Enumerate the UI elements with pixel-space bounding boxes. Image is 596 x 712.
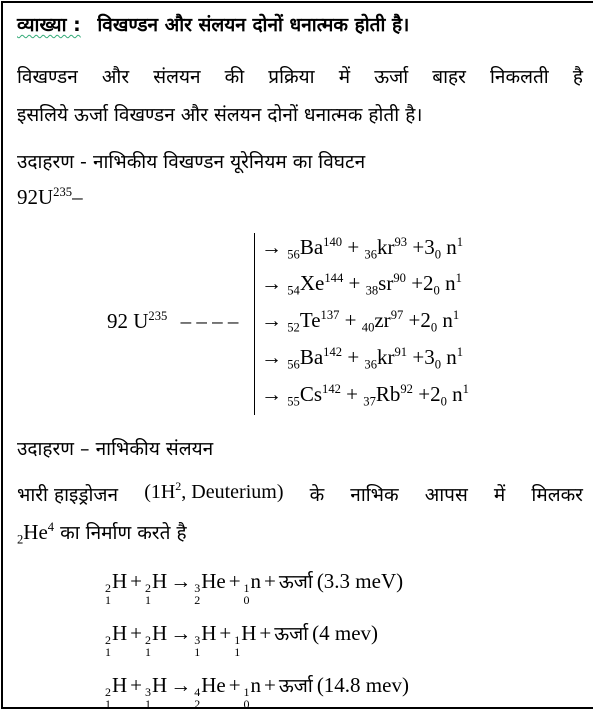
mass-number: 3 xyxy=(194,633,201,647)
z2: 40 xyxy=(361,320,375,335)
fusion-prefix: भारी हाइड्रोजन xyxy=(17,484,119,506)
a1: 144 xyxy=(324,270,344,285)
fission-intro xyxy=(17,185,83,210)
fission-product-row: → $_{56}Ba^{142} + _{36}kr^{91} +3_0$ $n^1$ xyxy=(261,344,464,372)
he-rest: का निर्माण करते है xyxy=(60,522,187,544)
a2: 90 xyxy=(393,270,406,285)
fission-product-row: → $_{52}Te^{137} + _{40}zr^{97} +2_0$ $n^1$ xyxy=(261,307,460,335)
nuclide-symbol: H xyxy=(241,621,257,645)
z2: 36 xyxy=(364,357,377,372)
nuclide-symbol: H xyxy=(152,569,168,593)
z1: 55 xyxy=(287,394,300,409)
neutron: n xyxy=(442,308,453,332)
operator: + xyxy=(264,569,276,593)
z1: 54 xyxy=(287,283,300,298)
paragraph-word: बाहर xyxy=(432,66,466,88)
parent-sup: 235 xyxy=(148,308,168,323)
neutron-z: 0 xyxy=(440,394,447,409)
neutron: n xyxy=(445,271,456,295)
mass-number: 2 xyxy=(105,581,111,595)
atomic-number: 1 xyxy=(145,645,152,659)
nuclide-indices xyxy=(194,634,200,658)
paragraph-line-1 xyxy=(17,63,583,89)
mass-number: 4 xyxy=(194,685,201,699)
neutron-coef: 2 xyxy=(430,382,441,406)
operator: → xyxy=(170,673,192,697)
atomic-number: 1 xyxy=(194,645,201,659)
operator: + xyxy=(264,673,276,697)
fission-bracket xyxy=(254,233,255,415)
nuclide-symbol: H xyxy=(112,569,128,593)
element-2: kr xyxy=(377,235,395,259)
z2: 36 xyxy=(364,247,377,262)
heading-title: विखण्डन और संलयन दोनों धनात्मक होती है। xyxy=(97,14,410,36)
nuclide-symbol: He xyxy=(201,569,226,593)
paragraph-line-2: इसलिये ऊर्जा विखण्डन और संलयन दोनों धनात्मक होती है। xyxy=(17,104,423,126)
fusion-text-line-1 xyxy=(17,481,583,507)
nuclide-symbol: H xyxy=(152,621,168,645)
intro-dash: – xyxy=(72,185,83,209)
a1: 142 xyxy=(322,381,341,396)
mass-number: 2 xyxy=(105,633,111,647)
fission-product-row: → $_{54}Xe^{144} + _{38}sr^{90} +2_0$ $n^1$ xyxy=(261,270,462,298)
atomic-number: 1 xyxy=(145,593,152,607)
atomic-number: 1 xyxy=(234,645,241,659)
operator: + xyxy=(130,621,143,645)
fusion-word: के xyxy=(309,484,325,506)
neutron-coef: 2 xyxy=(420,308,431,332)
intro-sup: 235 xyxy=(53,184,73,199)
mass-number: 3 xyxy=(194,581,201,595)
mass-number: 2 xyxy=(145,633,152,647)
fusion-word: आपस xyxy=(424,484,468,506)
paragraph-word: प्रक्रिया xyxy=(268,66,315,88)
energy-value: (3.3 meV) xyxy=(316,569,404,593)
nuclide-symbol: H xyxy=(112,673,128,697)
a2: 91 xyxy=(394,344,408,359)
operator: → xyxy=(170,569,192,593)
operator: + xyxy=(228,673,241,697)
fusion-word: में xyxy=(493,484,506,506)
nuclide-indices xyxy=(244,582,250,606)
heading-label: व्याख्या : xyxy=(17,14,81,36)
parent-dashes: – – – – xyxy=(180,309,239,333)
element-1: Cs xyxy=(299,382,323,406)
nuclide-indices xyxy=(145,686,151,710)
nuclide-indices xyxy=(194,582,200,606)
atomic-number: 0 xyxy=(243,593,250,607)
he-sup: 4 xyxy=(47,519,55,534)
fusion-reaction xyxy=(105,620,378,658)
neutron: n xyxy=(446,345,457,369)
fission-product-row: → $_{56}Ba^{140} + _{36}kr^{93} +3_0$ $n^1$ xyxy=(261,234,464,262)
nuclide-indices xyxy=(105,582,111,606)
fusion-word: मिलकर xyxy=(531,484,583,506)
neutron-z: 0 xyxy=(434,357,441,372)
paragraph-word: ऊर्जा xyxy=(374,66,409,88)
paren-rest: , Deuterium) xyxy=(181,481,284,503)
a1: 137 xyxy=(320,307,340,322)
neutron-a: 1 xyxy=(456,234,464,249)
paragraph-word: की xyxy=(224,66,245,88)
fusion-reaction xyxy=(105,672,409,710)
z1: 52 xyxy=(287,320,300,335)
element-2: sr xyxy=(378,271,394,295)
operator: + xyxy=(130,673,143,697)
operator: + xyxy=(219,621,232,645)
atomic-number: 1 xyxy=(105,697,111,711)
mass-number: 1 xyxy=(243,581,250,595)
paren-open: (1H xyxy=(144,481,176,503)
paragraph-word: निकलती xyxy=(490,66,549,88)
neutron-coef: 3 xyxy=(424,235,435,259)
atomic-number: 1 xyxy=(105,645,111,659)
nuclide-indices xyxy=(244,686,250,710)
atomic-number: 2 xyxy=(194,697,201,711)
nuclide-indices xyxy=(234,634,240,658)
neutron-a: 1 xyxy=(455,270,462,285)
mass-number: 1 xyxy=(243,685,250,699)
z2: 38 xyxy=(365,283,379,298)
mass-number: 2 xyxy=(105,685,111,699)
element-2: Rb xyxy=(375,382,401,406)
paragraph-word: है xyxy=(572,66,583,88)
paren-sup: 2 xyxy=(175,479,182,494)
nuclide-indices xyxy=(105,686,111,710)
neutron-coef: 3 xyxy=(424,345,435,369)
heading xyxy=(17,11,409,37)
element-2: kr xyxy=(377,345,395,369)
nuclide-indices xyxy=(145,634,151,658)
energy-word: ऊर्जा xyxy=(278,675,313,697)
operator: → xyxy=(170,621,192,645)
element-1: Xe xyxy=(299,271,325,295)
neutron-z: 0 xyxy=(430,320,438,335)
neutron-a: 1 xyxy=(456,344,464,359)
operator: + xyxy=(228,569,241,593)
a2: 92 xyxy=(400,381,413,396)
z1: 56 xyxy=(287,247,300,262)
atomic-number: 1 xyxy=(145,697,152,711)
nuclide-symbol: H xyxy=(152,673,168,697)
operator: + xyxy=(259,621,272,645)
a1: 142 xyxy=(323,344,343,359)
paragraph-word: संलयन xyxy=(153,66,201,88)
mass-number: 2 xyxy=(145,581,152,595)
energy-value: (4 mev) xyxy=(312,621,379,645)
neutron-a: 1 xyxy=(462,381,469,396)
a1: 140 xyxy=(323,234,343,249)
operator: + xyxy=(130,569,143,593)
paragraph-word: और xyxy=(101,66,130,88)
element-1: Te xyxy=(299,308,321,332)
element-1: Ba xyxy=(299,235,324,259)
mass-number: 3 xyxy=(145,685,152,699)
z1: 56 xyxy=(287,357,300,372)
intro-base: 92U xyxy=(17,185,54,209)
a2: 93 xyxy=(394,234,408,249)
fusion-text-line-2 xyxy=(17,519,187,545)
atomic-number: 0 xyxy=(243,697,250,711)
neutron-a: 1 xyxy=(452,307,460,322)
nuclide-symbol: n xyxy=(250,673,262,697)
fission-example-heading: उदाहरण - नाभिकीय विखण्डन यूरेनियम का विघटन xyxy=(17,151,366,173)
he-base: He xyxy=(23,520,48,544)
a2: 97 xyxy=(390,307,404,322)
nuclide-symbol: H xyxy=(112,621,128,645)
nuclide-symbol: He xyxy=(201,673,226,697)
fission-product-row: → $_{55}Cs^{142} + _{37}Rb^{92} +2_0$ $n^1$ xyxy=(261,381,469,409)
neutron: n xyxy=(452,382,463,406)
neutron: n xyxy=(446,235,457,259)
neutron-z: 0 xyxy=(433,283,440,298)
energy-word: ऊर्जा xyxy=(278,571,313,593)
nuclide-symbol: H xyxy=(201,621,217,645)
fission-parent xyxy=(107,309,238,334)
atomic-number: 1 xyxy=(105,593,111,607)
energy-word: ऊर्जा xyxy=(274,623,309,645)
fusion-example-heading: उदाहरण – नाभिकीय संलयन xyxy=(17,438,214,460)
element-2: zr xyxy=(374,308,391,332)
paragraph-word: विखण्डन xyxy=(17,66,78,88)
fusion-paren xyxy=(144,481,283,507)
element-1: Ba xyxy=(299,345,324,369)
neutron-coef: 2 xyxy=(423,271,434,295)
energy-value: (14.8 mev) xyxy=(316,673,409,697)
atomic-number: 2 xyxy=(194,593,201,607)
nuclide-indices xyxy=(145,582,151,606)
nuclide-indices xyxy=(105,634,111,658)
parent-base: 92 U xyxy=(107,309,149,333)
nuclide-symbol: n xyxy=(250,569,262,593)
fusion-reaction xyxy=(105,568,403,606)
neutron-z: 0 xyxy=(434,247,441,262)
fusion-word: नाभिक xyxy=(350,484,399,506)
he-sub: 2 xyxy=(17,532,24,547)
z2: 37 xyxy=(363,394,376,409)
paragraph-word: में xyxy=(338,66,351,88)
mass-number: 1 xyxy=(234,633,241,647)
document-page xyxy=(1,1,593,709)
nuclide-indices xyxy=(194,686,200,710)
